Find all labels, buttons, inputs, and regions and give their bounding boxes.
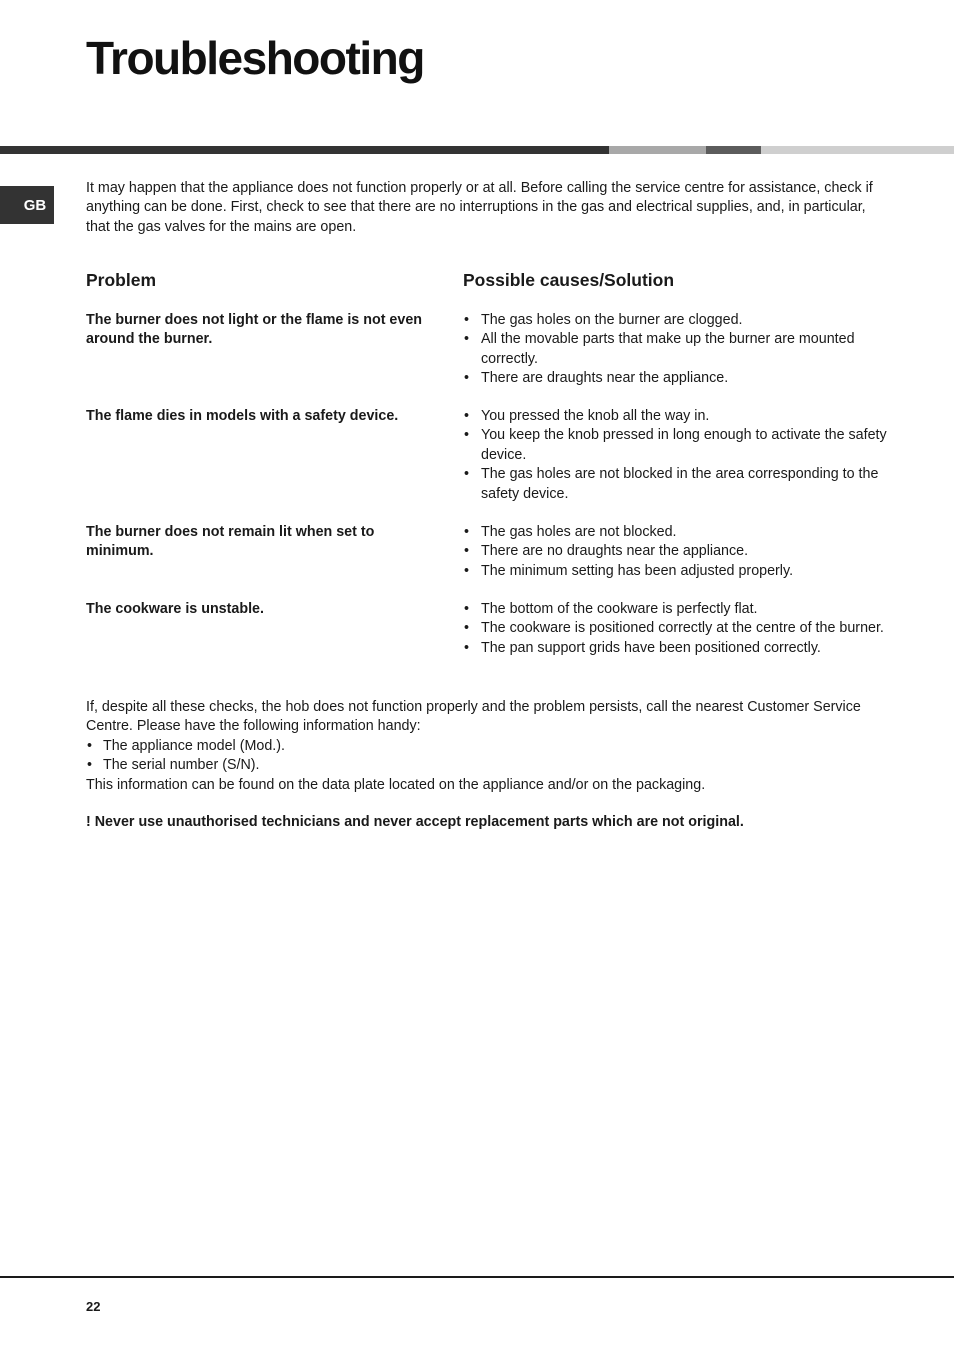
- footer-divider: [0, 1276, 954, 1278]
- warning-note: ! Never use unauthorised technicians and never accept replacement parts which are not original.: [86, 814, 744, 830]
- cause-item: • There are draughts near the appliance.: [463, 369, 893, 388]
- causes-list: [463, 523, 893, 581]
- problem-column-header: Problem: [86, 270, 157, 290]
- cause-item: • The minimum setting has been adjusted properly.: [463, 562, 893, 581]
- info-item: • The appliance model (Mod.).: [86, 737, 896, 756]
- closing-paragraph: If, despite all these checks, the hob does not function properly and the problem persists, call the nearest Customer Service Centre. Please have the following information handy:: [86, 699, 861, 735]
- page-title: Troubleshooting: [86, 32, 424, 84]
- cause-item: • The pan support grids have been positioned correctly.: [463, 639, 893, 658]
- problem-text: The burner does not light or the flame is not even around the burner.: [86, 312, 423, 348]
- problem-text: The burner does not remain lit when set to minimum.: [86, 524, 375, 560]
- cause-item: • The bottom of the cookware is perfectly flat.: [463, 600, 893, 619]
- closing-section: [86, 698, 896, 795]
- cause-item: • You keep the knob pressed in long enough to activate the safety device.: [463, 426, 893, 465]
- problem-text: The flame dies in models with a safety device.: [86, 408, 399, 424]
- required-info-list: [86, 737, 896, 776]
- cause-item: • The cookware is positioned correctly at the centre of the burner.: [463, 619, 893, 638]
- causes-list: [463, 407, 893, 504]
- cause-item: • There are no draughts near the appliance.: [463, 542, 893, 561]
- page-number: 22: [86, 1299, 101, 1314]
- causes-list: [463, 600, 893, 658]
- color-bar-segment-mid-light: [609, 146, 706, 154]
- intro-paragraph: It may happen that the appliance does not function properly or at all. Before calling the service centre for assistance, check if anything can be done. First, check to see that there are no interruptions in the gas and electrical supplies, and, in particular, that the gas valves for the mains are open.: [86, 180, 873, 235]
- problem-text: The cookware is unstable.: [86, 601, 264, 617]
- cause-item: • The gas holes are not blocked in the area corresponding to the safety device.: [463, 465, 893, 504]
- cause-item: • You pressed the knob all the way in.: [463, 407, 893, 426]
- data-plate-note: This information can be found on the data plate located on the appliance and/or on the packaging.: [86, 776, 706, 793]
- color-bar-segment-dark: [0, 146, 609, 154]
- cause-item: • The gas holes are not blocked.: [463, 523, 893, 542]
- cause-item: • All the movable parts that make up the burner are mounted correctly.: [463, 330, 893, 369]
- language-tab: GB: [0, 186, 54, 224]
- causes-list: [463, 311, 893, 389]
- solution-column-header: Possible causes/Solution: [463, 270, 675, 290]
- header-color-bar: [0, 146, 954, 154]
- color-bar-segment-light: [761, 146, 954, 154]
- color-bar-segment-mid-dark: [706, 146, 761, 154]
- info-item: • The serial number (S/N).: [86, 756, 896, 775]
- cause-item: • The gas holes on the burner are clogged.: [463, 311, 893, 330]
